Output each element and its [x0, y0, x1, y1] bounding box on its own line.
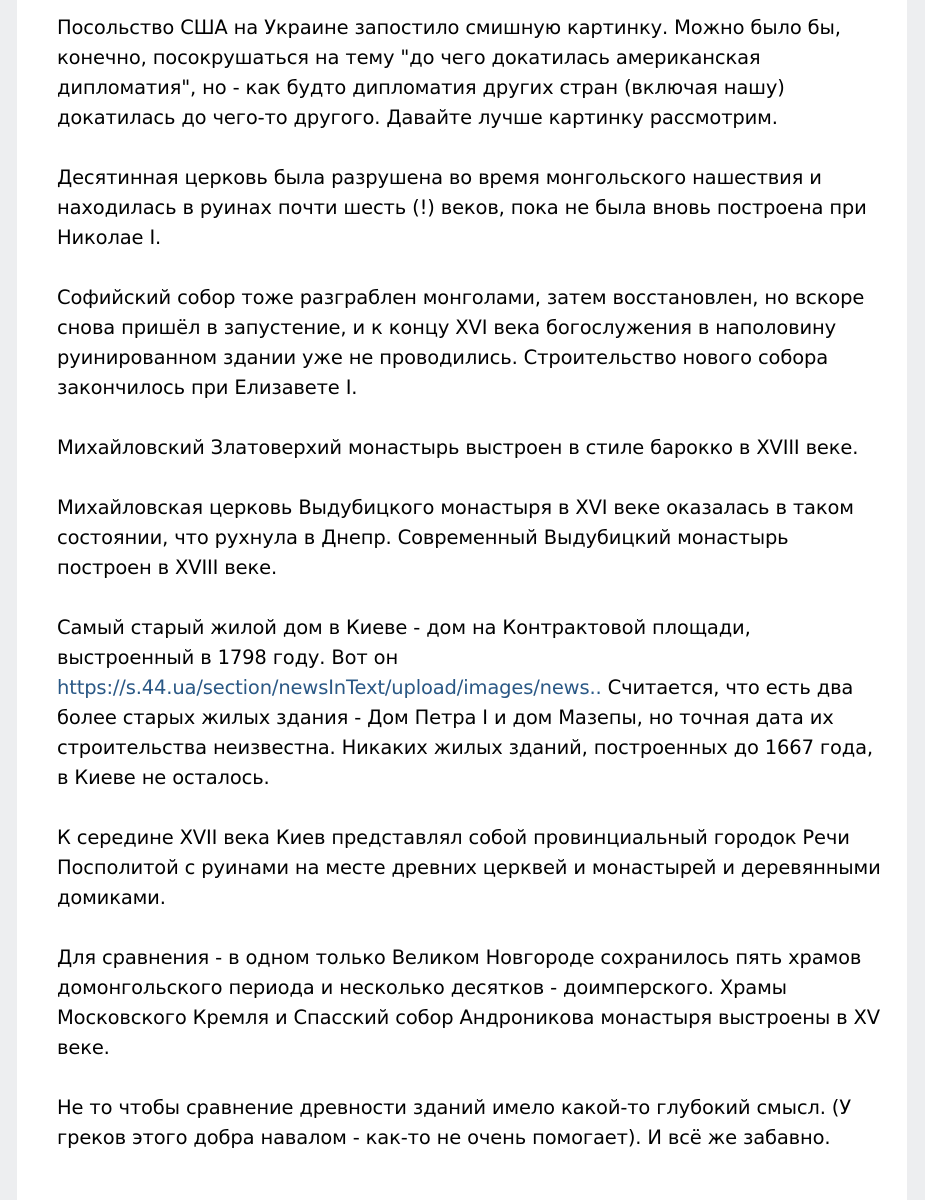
paragraph-text-before-link: Самый старый жилой дом в Киеве - дом на Контрактовой площади, выстроенный в 1798 году. Вот он: [57, 616, 751, 669]
post-paragraph: Десятинная церковь была разрушена во время монгольского нашествия и находилась в руинах почти шесть (!) веков, пока не была вновь построена при Николае I.: [57, 166, 867, 249]
post-paragraph: Михайловская церковь Выдубицкого монастыря в XVI веке оказалась в таком состоянии, что рухнула в Днепр. Современный Выдубицкий монастырь построен в XVIII веке.: [57, 496, 854, 579]
paragraph-text-after-link: Считается, что есть два более старых жилых здания - Дом Петра I и дом Мазепы, но точная дата их строительства неизвестна. Никаких жилых зданий, построенных до 1667 года, в Киеве не осталось.: [57, 676, 873, 789]
post-paragraph: Посольство США на Украине запостило смишную картинку. Можно было бы, конечно, посокрушаться на тему "до чего докатилась американская дипломатия", но - как будто дипломатия других стран (включая нашу) докатилась до чего-то другого. Давайте лучше картинку рассмотрим.: [57, 16, 841, 129]
post-paragraph: Для сравнения - в одном только Великом Новгороде сохранилось пять храмов домонгольского периода и несколько десятков - доимперского. Храмы Московского Кремля и Спасский собор Андроникова монастыря выстроены в XV веке.: [57, 946, 880, 1059]
post-paragraph: Михайловский Златоверхий монастырь выстроен в стиле барокко в XVIII веке.: [57, 436, 859, 459]
post-text: [57, 13, 887, 1153]
post-paragraph-with-link: [57, 613, 887, 793]
post-paragraph: Не то чтобы сравнение древности зданий имело какой-то глубокий смысл. (У греков этого добра навалом - как-то не очень помогает). И всё же забавно.: [57, 1096, 851, 1149]
post-paragraph: К середине XVII века Киев представлял собой провинциальный городок Речи Посполитой с руинами на месте древних церквей и монастырей и деревянными домиками.: [57, 826, 881, 909]
post-card: [17, 0, 907, 1200]
post-paragraph: Софийский собор тоже разграблен монголами, затем восстановлен, но вскоре снова пришёл в запустение, и к концу XVI века богослужения в наполовину руинированном здании уже не проводились. Строительство нового собора закончилось при Елизавете I.: [57, 286, 865, 399]
image-link[interactable]: https://s.44.ua/section/newsInText/upload/images/news..: [57, 676, 602, 699]
